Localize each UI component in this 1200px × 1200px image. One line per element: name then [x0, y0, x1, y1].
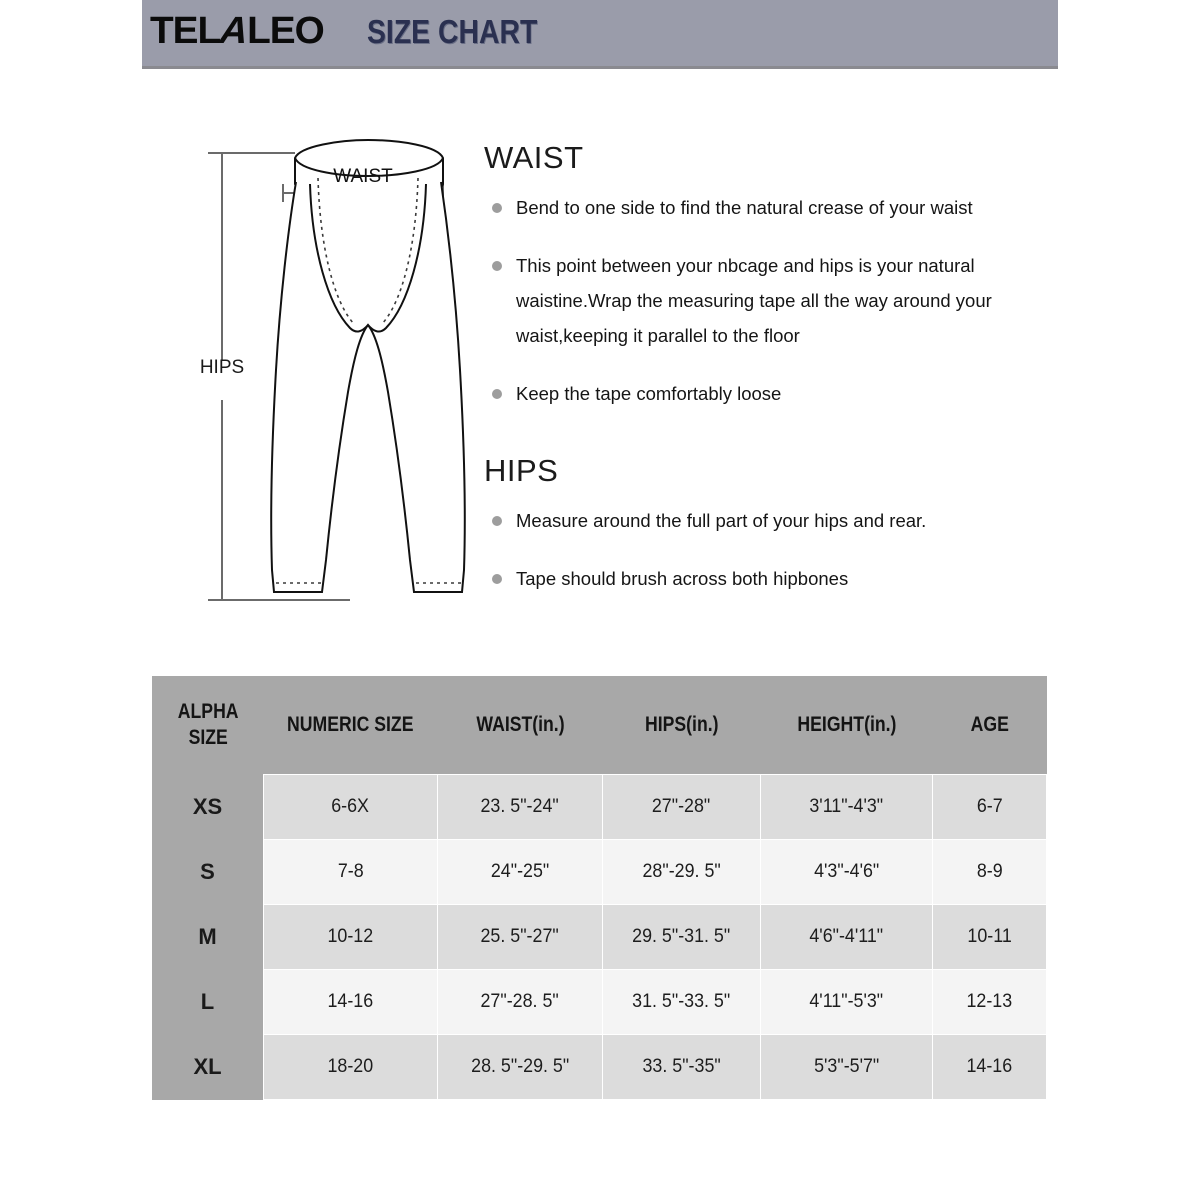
- size-table-container: [152, 676, 1047, 1100]
- cell-waist: 27"-28. 5": [438, 970, 603, 1035]
- brand-logo-text-2: LEO: [247, 10, 324, 52]
- bullet-text: Keep the tape comfortably loose: [516, 383, 782, 404]
- waist-bullet-list: [484, 190, 1064, 411]
- column-header-age: AGE: [933, 676, 1047, 775]
- cell-age: 12-13: [933, 970, 1047, 1035]
- cell-hips: 31. 5"-33. 5": [603, 970, 761, 1035]
- cell-numeric-size: 10-12: [264, 905, 438, 970]
- table-row: [152, 775, 1047, 840]
- column-header-hips: HIPS(in.): [603, 676, 761, 775]
- cell-age: 10-11: [933, 905, 1047, 970]
- brand-logo-text: TEL: [150, 10, 221, 52]
- cell-age: 8-9: [933, 840, 1047, 905]
- cell-alpha-size: XL: [152, 1035, 264, 1100]
- bullet-dot-icon: [492, 516, 502, 526]
- cell-age: 14-16: [933, 1035, 1047, 1100]
- list-item: [484, 376, 1064, 411]
- cell-alpha-size: M: [152, 905, 264, 970]
- cell-hips: 27"-28": [603, 775, 761, 840]
- alpha-head-line1: ALPHA: [177, 700, 239, 724]
- list-item: [484, 190, 1064, 225]
- brand-logo: [150, 10, 324, 53]
- cell-height: 4'11"-5'3": [761, 970, 933, 1035]
- cell-numeric-size: 14-16: [264, 970, 438, 1035]
- table-body: [152, 775, 1047, 1100]
- cell-numeric-size: 7-8: [264, 840, 438, 905]
- hips-bullet-list: [484, 503, 1064, 596]
- cell-waist: 25. 5"-27": [438, 905, 603, 970]
- hips-instructions-section: [484, 453, 1064, 596]
- pants-measurement-diagram: [150, 120, 480, 630]
- table-row: [152, 970, 1047, 1035]
- column-header-alpha-size: [152, 676, 264, 775]
- cell-alpha-size: S: [152, 840, 264, 905]
- cell-height: 4'3"-4'6": [761, 840, 933, 905]
- bullet-text: Tape should brush across both hipbones: [516, 568, 849, 589]
- cell-age: 6-7: [933, 775, 1047, 840]
- alpha-head-line2: SIZE: [188, 726, 228, 750]
- list-item: [484, 561, 1064, 596]
- cell-numeric-size: 18-20: [264, 1035, 438, 1100]
- column-header-height: HEIGHT(in.): [761, 676, 933, 775]
- bullet-dot-icon: [492, 389, 502, 399]
- hips-dimension-label: HIPS: [199, 357, 245, 378]
- table-header: [152, 676, 1047, 775]
- table-header-row: [152, 676, 1047, 775]
- measurement-instructions: [484, 140, 1064, 596]
- page-title: SIZE CHART: [367, 13, 538, 50]
- column-header-waist: WAIST(in.): [438, 676, 603, 775]
- waist-instructions-section: [484, 140, 1064, 411]
- table-row: [152, 1035, 1047, 1100]
- bullet-text: Measure around the full part of your hips and rear.: [516, 510, 927, 531]
- bullet-text: Bend to one side to find the natural crease of your waist: [516, 197, 973, 218]
- list-item: [484, 503, 1064, 538]
- table-row: [152, 905, 1047, 970]
- cell-numeric-size: 6-6X: [264, 775, 438, 840]
- header-bar: [142, 0, 1058, 69]
- cell-alpha-size: XS: [152, 775, 264, 840]
- cell-hips: 28"-29. 5": [603, 840, 761, 905]
- cell-hips: 29. 5"-31. 5": [603, 905, 761, 970]
- pants-outline: [271, 140, 465, 592]
- waist-dimension-label: WAIST: [333, 166, 393, 187]
- cell-waist: 28. 5"-29. 5": [438, 1035, 603, 1100]
- brand-logo-a: A: [214, 10, 254, 52]
- bullet-dot-icon: [492, 203, 502, 213]
- bullet-dot-icon: [492, 574, 502, 584]
- cell-height: 4'6"-4'11": [761, 905, 933, 970]
- cell-alpha-size: L: [152, 970, 264, 1035]
- waist-heading: WAIST: [484, 140, 584, 175]
- cell-height: 5'3"-5'7": [761, 1035, 933, 1100]
- cell-hips: 33. 5"-35": [603, 1035, 761, 1100]
- size-chart-table: [152, 676, 1047, 1100]
- column-header-numeric-size: NUMERIC SIZE: [264, 676, 438, 775]
- cell-height: 3'11"-4'3": [761, 775, 933, 840]
- list-item: [484, 248, 1064, 353]
- cell-waist: 24"-25": [438, 840, 603, 905]
- bullet-dot-icon: [492, 261, 502, 271]
- table-row: [152, 840, 1047, 905]
- hips-heading: HIPS: [484, 453, 559, 488]
- cell-waist: 23. 5"-24": [438, 775, 603, 840]
- bullet-text: This point between your nbcage and hips is your natural waistine.Wrap the measuring tape all the way around your waist,keeping it parallel to the floor: [516, 255, 992, 346]
